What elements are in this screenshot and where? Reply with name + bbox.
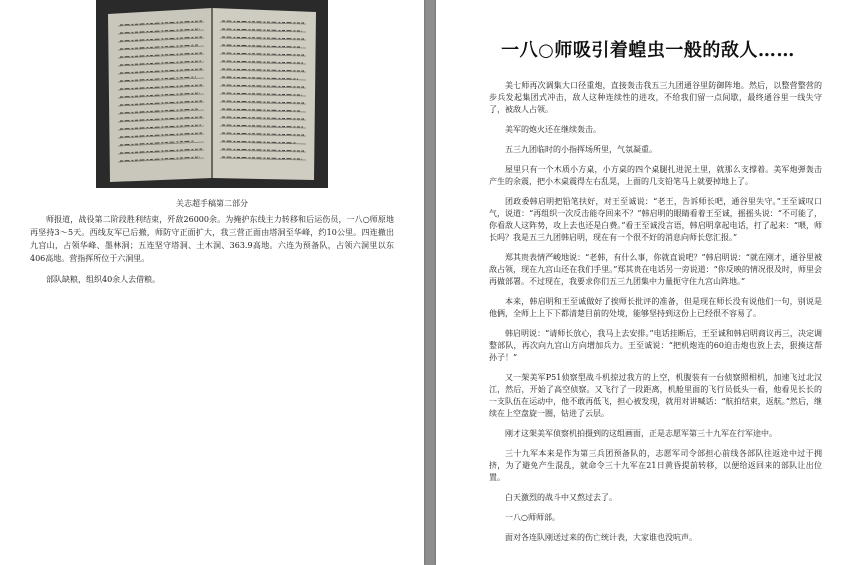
paragraph: 又一架美军P51侦察型战斗机掠过我方的上空，机腹装有一台侦察照相机，加速飞过北汉江，然后，开始了高空侦察。又飞行了一段距离，机舱里面的飞行员低头一看，他看见长长的一支队伍在运动中，他不敢再低飞，担心被发现，就用对讲喊话：“航拍结束，返航。”然后，继续在上空盘旋一圈，钻进了云层。	[489, 373, 822, 418]
paragraph: 五三九团临时的小指挥场所里，气氛凝重。	[505, 145, 657, 154]
photo-caption: 关志超手稿第二部分	[176, 199, 248, 208]
paragraph: 白天激烈的战斗中又熬过去了。	[505, 493, 617, 502]
paragraph: 三十九军本来是作为第三兵团预备队的，志愿军司令部担心前线各部队往返途中过于拥挤，为了避免产生混乱，就命令三十九军在21日黄昏提前转移，以便给返回来的部队让出位置。	[489, 449, 822, 482]
paragraph: 本来，韩启明和王至诚做好了挨师长批评的准备，但是现在师长没有说他们一句，别说是他俩，全师上上下下都清楚目前的处境，能够坚持到这份上已经很不容易了。	[489, 297, 822, 318]
paragraph: 部队缺粮，组织40余人去借粮。	[46, 275, 161, 284]
right-page-body	[489, 80, 822, 552]
paragraph: 师报道，战役第二阶段胜利结束，歼敌26000余。为掩护东线主力转移和后运伤员，一八○师原地再坚持3～5天。西线友军已后撤，师防守正面扩大，我三营正面由塔洞至华峰，约10公里。四连撤出九宫山，占领华峰、墨林洞；五连坚守塔洞、土木洞、363.9高地。六连为预备队，占领六洞里以东406高地。营指挥所位于六洞里。	[30, 215, 394, 263]
paragraph: 团政委韩启明把铅笔扶好，对王至诚说：“老王，告诉师长吧，通谷里失守。”王至诚叹口气，说道：“再组织一次反击能夺回来不？”韩启明的眼睛看着王至诚，摇摇头说：“不可能了，你看敌人这阵势，攻上去也还是白费。”看王至诚没言语，韩启明拿起电话，打了起来：“喂，师长吗？我是五三九团韩启明，现在有一个很不好的消息向师长您汇报。”	[489, 197, 822, 242]
paragraph: 一八○师师部。	[505, 513, 560, 522]
paragraph: 美军的炮火还在继续轰击。	[505, 125, 601, 134]
paragraph: 面对各连队刚送过来的伤亡统计表，大家谁也没吭声。	[505, 533, 697, 542]
paragraph: 屋里只有一个木质小方桌，小方桌的四个桌腿扎进泥土里，就那么支撑着。美军炮弹轰击产生的余震，把小木桌震得左右乱晃，上面的几支铅笔马上就要掉地上了。	[489, 165, 822, 186]
paragraph: 郑其贵表情严峻地说：“老韩，有什么事，你就直说吧？”韩启明说：“就在刚才，通谷里被敌占领，现在九宫山还在我们手里。”郑其贵在电话另一旁说道：“你反映的情况很及时，师里会再做部署。不过现在，我要求你们五三九团集中力量扼守住九宫山阵地。”	[489, 253, 822, 286]
manuscript-image-icon	[96, 0, 328, 188]
left-page-body	[30, 213, 394, 294]
paragraph: 刚才这架美军侦察机拍摄到的这组画面，正是志愿军第三十九军在行军途中。	[505, 429, 777, 438]
paragraph: 美七师再次调集大口径重炮，直接轰击我五三九团通谷里防御阵地。然后，以整营整营的步兵发起集团式冲击，敌人这种连续性的进攻，不给我们留一点间歇，最终通谷里一线失守了，被敌人占领。	[489, 81, 822, 114]
left-page	[0, 0, 424, 565]
manuscript-photo	[96, 0, 328, 188]
chapter-title: 一八○师吸引着蝗虫一般的敌人……	[501, 40, 795, 61]
right-page	[436, 0, 860, 565]
paragraph: 韩启明说：“请师长放心，我马上去安排。”电话挂断后，王至诚和韩启明商议再三，决定调整部队，再次向九宫山方向增加兵力。王至诚说：“把机炮连的60迫击炮也放上去，狠揍这帮孙子！”	[489, 329, 822, 362]
